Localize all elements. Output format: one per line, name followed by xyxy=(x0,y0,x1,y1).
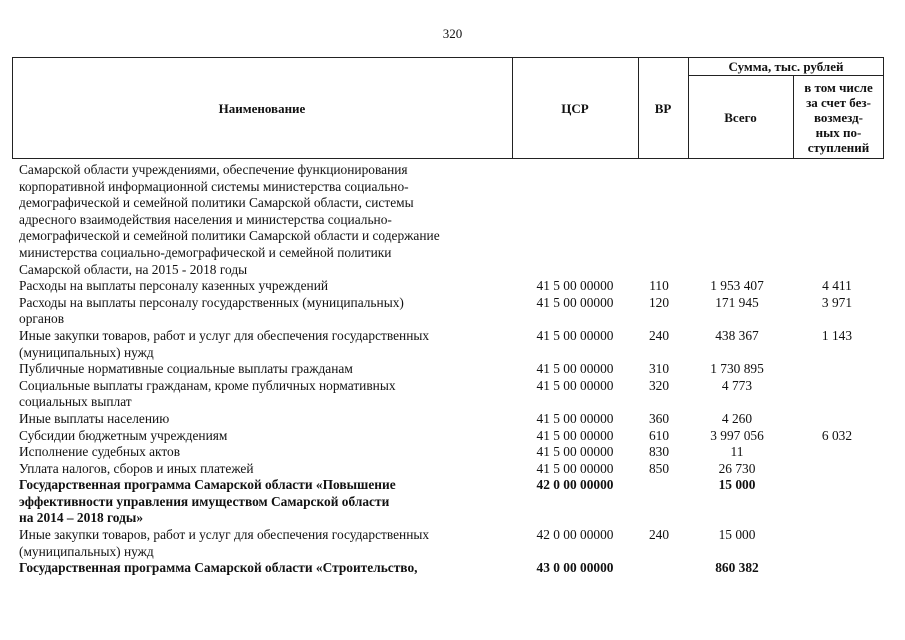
row-free xyxy=(791,461,883,478)
row-name xyxy=(19,162,515,278)
header-free-line: за счет без- xyxy=(806,94,871,110)
table-row xyxy=(19,328,885,361)
row-name xyxy=(19,411,515,428)
table-row xyxy=(19,162,885,278)
row-vr xyxy=(635,162,683,278)
row-name xyxy=(19,444,515,461)
row-name-line: Иные выплаты населению xyxy=(19,410,170,426)
row-name-line: Государственная программа Самарской области «Повышение xyxy=(19,477,396,493)
table-row xyxy=(19,527,885,560)
row-vr xyxy=(635,560,683,577)
row-free: 1 143 xyxy=(821,327,853,343)
row-name xyxy=(19,560,515,577)
row-csr: 41 5 00 00000 xyxy=(536,427,614,443)
page-number: 320 xyxy=(442,26,463,41)
row-name-line: демографической и семейной политики Самарской области, системы xyxy=(19,195,414,211)
table-row xyxy=(19,428,885,445)
row-name-line: Иные закупки товаров, работ и услуг для обеспечения государственных xyxy=(19,327,430,343)
row-vr: 850 xyxy=(648,460,670,476)
header-csr: ЦСР xyxy=(561,100,589,116)
row-name-line: Расходы на выплаты персоналу казенных учреждений xyxy=(19,278,329,294)
row-vr: 320 xyxy=(648,377,670,393)
row-total: 11 xyxy=(730,444,744,460)
row-csr: 41 5 00 00000 xyxy=(536,361,614,377)
table-row xyxy=(19,378,885,411)
row-vr: 120 xyxy=(648,294,670,310)
row-free xyxy=(791,378,883,411)
row-name-line: Иные закупки товаров, работ и услуг для обеспечения государственных xyxy=(19,527,430,543)
row-vr xyxy=(635,477,683,527)
row-vr: 240 xyxy=(648,327,670,343)
row-free xyxy=(791,477,883,527)
row-name-line: Социальные выплаты гражданам, кроме публичных нормативных xyxy=(19,377,396,393)
row-name-line: Самарской области учреждениями, обеспечение функционирования xyxy=(19,162,408,177)
row-free: 6 032 xyxy=(821,427,853,443)
row-free xyxy=(791,527,883,560)
row-free xyxy=(791,560,883,577)
table-row xyxy=(19,461,885,478)
row-name-line: Самарской области, на 2015 - 2018 годы xyxy=(19,261,248,277)
header-total: Всего xyxy=(724,109,757,125)
row-total: 15 000 xyxy=(718,477,756,493)
row-name-line: демографической и семейной политики Самарской области и содержание xyxy=(19,228,440,244)
row-name-line: корпоративной информационной системы министерства социально- xyxy=(19,178,409,194)
row-free xyxy=(791,444,883,461)
row-name-line: Уплата налогов, сборов и иных платежей xyxy=(19,460,254,476)
row-free: 4 411 xyxy=(822,278,852,294)
row-total: 171 945 xyxy=(715,294,759,310)
header-name: Наименование xyxy=(218,100,306,116)
row-total: 4 773 xyxy=(721,377,753,393)
row-total: 26 730 xyxy=(718,460,756,476)
row-csr: 41 5 00 00000 xyxy=(536,410,614,426)
header-free-line: в том числе xyxy=(804,79,873,95)
row-free xyxy=(791,411,883,428)
row-total: 860 382 xyxy=(715,560,759,576)
row-name-line: Исполнение судебных актов xyxy=(19,444,181,460)
row-name-line: Расходы на выплаты персоналу государственных (муниципальных) xyxy=(19,294,404,310)
row-csr: 42 0 00 00000 xyxy=(536,477,614,493)
row-total: 1 730 895 xyxy=(710,361,764,377)
row-name-line: Публичные нормативные социальные выплаты гражданам xyxy=(19,361,353,377)
row-total: 15 000 xyxy=(718,527,756,543)
header-sum-group: Сумма, тыс. рублей xyxy=(728,58,844,74)
row-csr xyxy=(515,162,635,278)
row-name-line: министерства социально-демографической и семейной политики xyxy=(19,244,392,260)
header-free-line: ступлений xyxy=(807,139,870,155)
header-free-line: ных по- xyxy=(815,124,862,140)
row-name-line: органов xyxy=(19,311,65,327)
row-total: 4 260 xyxy=(721,410,753,426)
row-name-line: социальных выплат xyxy=(19,394,132,410)
header-free xyxy=(793,75,884,159)
row-vr: 310 xyxy=(648,361,670,377)
row-name xyxy=(19,361,515,378)
row-csr: 41 5 00 00000 xyxy=(536,294,614,310)
row-vr: 610 xyxy=(648,427,670,443)
row-name xyxy=(19,461,515,478)
table-row xyxy=(19,361,885,378)
row-name-line: на 2014 – 2018 годы» xyxy=(19,510,144,526)
row-csr: 41 5 00 00000 xyxy=(536,278,614,294)
row-name-line: (муниципальных) нужд xyxy=(19,344,154,360)
row-name xyxy=(19,428,515,445)
table-row xyxy=(19,560,885,577)
row-free xyxy=(791,162,883,278)
table-row xyxy=(19,295,885,328)
table-body xyxy=(19,162,885,577)
row-name-line: Субсидии бюджетным учреждениям xyxy=(19,427,228,443)
row-name-line: Государственная программа Самарской области «Строительство, xyxy=(19,560,418,576)
row-csr: 43 0 00 00000 xyxy=(536,560,614,576)
row-vr: 110 xyxy=(649,278,669,294)
row-name xyxy=(19,527,515,560)
row-csr: 42 0 00 00000 xyxy=(536,527,614,543)
row-vr: 240 xyxy=(648,527,670,543)
row-csr: 41 5 00 00000 xyxy=(536,460,614,476)
row-name xyxy=(19,328,515,361)
table-row xyxy=(19,444,885,461)
table-row xyxy=(19,477,885,527)
row-total xyxy=(683,162,791,278)
table-row xyxy=(19,411,885,428)
row-csr: 41 5 00 00000 xyxy=(536,327,614,343)
row-total: 438 367 xyxy=(715,327,759,343)
row-name-line: (муниципальных) нужд xyxy=(19,543,154,559)
row-name xyxy=(19,278,515,295)
table-row xyxy=(19,278,885,295)
row-csr: 41 5 00 00000 xyxy=(536,444,614,460)
row-name-line: адресного взаимодействия населения и министерства социально- xyxy=(19,211,392,227)
row-total: 3 997 056 xyxy=(710,427,764,443)
row-name xyxy=(19,295,515,328)
row-free: 3 971 xyxy=(821,294,853,310)
row-csr: 41 5 00 00000 xyxy=(536,377,614,393)
row-vr: 360 xyxy=(648,410,670,426)
header-vr: ВР xyxy=(654,100,672,116)
row-free xyxy=(791,361,883,378)
header-free-line: возмезд- xyxy=(814,109,863,125)
row-total: 1 953 407 xyxy=(710,278,764,294)
row-name-line: эффективности управления имуществом Самарской области xyxy=(19,493,390,509)
row-name xyxy=(19,378,515,411)
row-vr: 830 xyxy=(648,444,670,460)
row-name xyxy=(19,477,515,527)
table-header xyxy=(12,57,884,159)
